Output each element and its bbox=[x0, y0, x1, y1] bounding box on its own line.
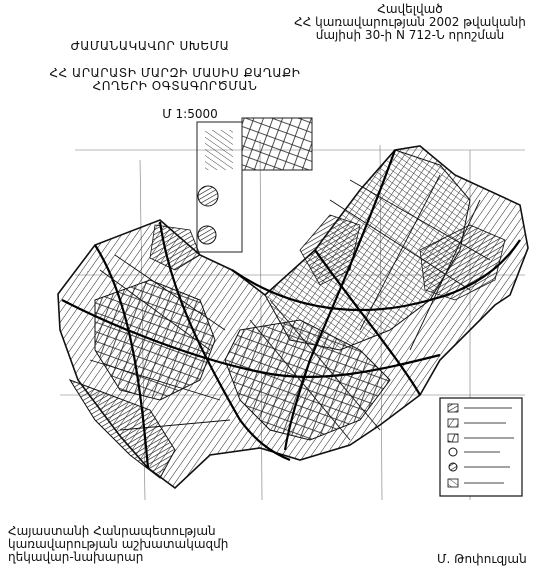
map-legend bbox=[440, 398, 522, 496]
subtitle-line-2: ՀՈՂԵՐԻ ՕԳՏԱԳՈՐԾՄԱՆ bbox=[92, 79, 258, 93]
signature-org-line-2: կառավարության աշխատակազմի bbox=[8, 537, 229, 551]
approval-line-3: մայիսի 30-ի N 712-Ն որոշման bbox=[315, 28, 505, 42]
signature-org-line-3: ղեկավար-նախարար bbox=[8, 550, 144, 564]
signature-block bbox=[8, 525, 228, 564]
subtitle-line-1: ՀՀ ԱՐԱՐԱՏԻ ՄԱՐԶԻ ՄԱՍԻՍ ՔԱՂԱՔԻ bbox=[49, 66, 301, 80]
signatory-name: Մ. Թոփուզյան bbox=[437, 552, 527, 566]
approval-line-2: ՀՀ կառավարության 2002 թվականի bbox=[294, 15, 526, 29]
document-title: ԺԱՄԱՆԱԿԱՎՈՐ ՍԽԵՄԱ bbox=[70, 39, 230, 53]
approval-line-1: Հավելված bbox=[377, 2, 443, 16]
map-scale: Մ 1:5000 bbox=[162, 107, 218, 121]
inset-frame bbox=[197, 118, 312, 252]
signature-org-line-1: Հայաստանի Հանրապետության bbox=[8, 524, 216, 538]
